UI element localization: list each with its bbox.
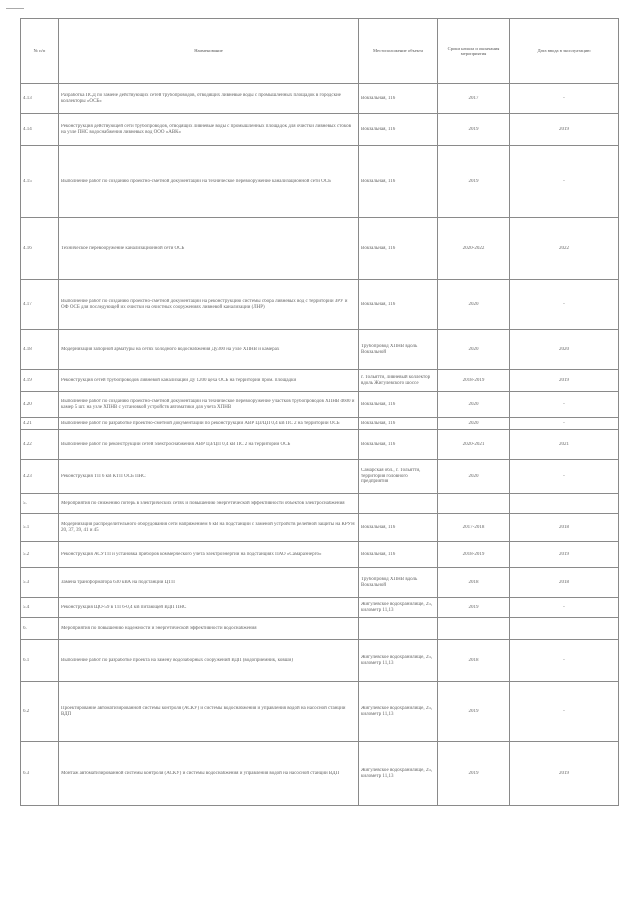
row-num: 6.1 (21, 640, 59, 682)
row-name: Выполнение работ по созданию проектно-сметной документации на реконструкцию системы сбора ливневых вод с территории ЗРУ и ОФ ОСБ для последующей их очистки на очистных сооружениях ливневой канализации (ЛНР) (59, 280, 359, 330)
row-location: Жигулевское водохранилище, 25, километр 11,13 (359, 598, 438, 618)
table-row (21, 430, 619, 460)
row-name: Выполнение работ по созданию проектно-сметной документации на техническое перевооружение канализационной сети ОСБ (59, 146, 359, 218)
table-row (21, 392, 619, 418)
table-row (21, 460, 619, 494)
row-num: 5.4 (21, 598, 59, 618)
scan-mark (6, 8, 24, 9)
row-location: Вокзальная, 116 (359, 114, 438, 146)
row-term (438, 618, 510, 640)
row-name: Реконструкция ЩО-59 в ТП 6-0,4 кВ питающей ВДП ПНС (59, 598, 359, 618)
row-term: 2020-2022 (438, 218, 510, 280)
row-num: 4.18 (21, 330, 59, 370)
row-num: 4.15 (21, 146, 59, 218)
row-num: 6.2 (21, 682, 59, 742)
measures-table (20, 18, 619, 806)
row-commission: 2018 (510, 514, 619, 542)
row-term: 2019 (438, 682, 510, 742)
row-commission: - (510, 682, 619, 742)
row-location: Жигулевское водохранилище, 25, километр 11,13 (359, 742, 438, 806)
row-name: Модернизация распределительного оборудования сети напряжением 6 кВ на подстанции с заменой устройств релейной защиты на КРУН 20, 37, 39, 41 и 45 (59, 514, 359, 542)
row-commission: 2019 (510, 370, 619, 392)
row-term: 2020-2021 (438, 430, 510, 460)
row-commission: - (510, 460, 619, 494)
row-location (359, 618, 438, 640)
row-name: Мероприятия по повышению надежности и энергетической эффективности водоснабжения (59, 618, 359, 640)
row-num: 4.21 (21, 418, 59, 430)
row-num: 4.13 (21, 84, 59, 114)
row-num: 4.22 (21, 430, 59, 460)
table-row (21, 370, 619, 392)
header-term: Сроки начала и окончания мероприятия (438, 19, 510, 84)
table-row (21, 598, 619, 618)
row-term: 2018 (438, 640, 510, 682)
row-num: 4.20 (21, 392, 59, 418)
table-row (21, 280, 619, 330)
row-location: Вокзальная, 116 (359, 280, 438, 330)
row-term (438, 494, 510, 514)
row-name: Реконструкция ТП 6 кВ КТП ОСБ ПНС (59, 460, 359, 494)
row-term: 2020 (438, 330, 510, 370)
row-name: Монтаж автоматизированной системы контроля (АСКУ) и системы водоснабжения и управления водой на насосной станции ВДП (59, 742, 359, 806)
header-name: Наименование (59, 19, 359, 84)
row-location: Вокзальная, 116 (359, 542, 438, 568)
row-location: Вокзальная, 116 (359, 84, 438, 114)
row-commission: 2019 (510, 542, 619, 568)
row-location: Самарская обл., г. Тольятти, территория головного предприятия (359, 460, 438, 494)
table-row (21, 218, 619, 280)
row-term: 2018 (438, 568, 510, 598)
row-name: Выполнение работ по разработке проекта на замену водозаборных сооружений ВДП (водоприемник, ковши) (59, 640, 359, 682)
row-name: Реконструкция сетей трубопроводов ливневой канализации Ду 1200 цеха ОСБ на территории пром. площадки (59, 370, 359, 392)
row-location: Вокзальная, 116 (359, 430, 438, 460)
row-name: Техническое перевооружение канализационной сети ОСБ (59, 218, 359, 280)
row-name: Реконструкция АСУТП и установка приборов коммерческого учета электроэнергии на подстанциях ПАО «Самараэнерго» (59, 542, 359, 568)
row-term: 2020 (438, 460, 510, 494)
row-term: 2018-2019 (438, 542, 510, 568)
row-num: 4.17 (21, 280, 59, 330)
row-num: 4.16 (21, 218, 59, 280)
row-term: 2020 (438, 280, 510, 330)
row-name: Выполнение работ по разработке проектно-сметной документации по реконструкции АВР ЦЗ/ЦП 0,4 кВ ПС 2 на территории ОСБ (59, 418, 359, 430)
table-row (21, 494, 619, 514)
table-row (21, 146, 619, 218)
row-location: Вокзальная, 116 (359, 218, 438, 280)
row-commission: - (510, 418, 619, 430)
table-row (21, 418, 619, 430)
row-commission: - (510, 146, 619, 218)
row-term: 2017-2018 (438, 514, 510, 542)
table-row (21, 682, 619, 742)
table-row (21, 568, 619, 598)
table-body (21, 84, 619, 806)
table-row (21, 742, 619, 806)
row-term: 2019 (438, 146, 510, 218)
row-num: 5.3 (21, 568, 59, 598)
row-location: Вокзальная, 116 (359, 514, 438, 542)
row-location: Жигулевское водохранилище, 25, километр 11,13 (359, 640, 438, 682)
row-location: Вокзальная, 116 (359, 418, 438, 430)
row-location: г. Тольятти, ливневый коллектор вдоль Жигулевского шоссе (359, 370, 438, 392)
table-row (21, 514, 619, 542)
row-location: Трубопровод ХПНВ вдоль Вокзальной (359, 568, 438, 598)
row-name: Замена трансформатора 630 кВА на подстанции ЦТП (59, 568, 359, 598)
table-row (21, 640, 619, 682)
row-commission: - (510, 84, 619, 114)
row-location: Жигулевское водохранилище, 25, километр 11,13 (359, 682, 438, 742)
row-num: 6. (21, 618, 59, 640)
row-commission: - (510, 640, 619, 682)
row-term: 2020 (438, 392, 510, 418)
row-num: 5. (21, 494, 59, 514)
row-location (359, 494, 438, 514)
header-commission: Дата ввода в эксплуатацию (510, 19, 619, 84)
row-name: Выполнение работ по реконструкции сетей электроснабжения АВР ЦЗ/ЦП 0,4 кВ ПС 2 на территории ОСБ (59, 430, 359, 460)
row-location: Вокзальная, 116 (359, 392, 438, 418)
row-term: 2020 (438, 418, 510, 430)
table-header-row (21, 19, 619, 84)
table-row (21, 84, 619, 114)
row-commission: 2020 (510, 330, 619, 370)
table-row (21, 330, 619, 370)
row-name: Разработка ПСД по замене действующих сетей трубопроводов, отводящих ливневые воды с промышленных площадок в городские коллекторы «ОСБ» (59, 84, 359, 114)
row-commission (510, 618, 619, 640)
row-num: 4.19 (21, 370, 59, 392)
row-location: Трубопровод ХПНВ вдоль Вокзальной (359, 330, 438, 370)
row-num: 5.2 (21, 542, 59, 568)
row-name: Выполнение работ по созданию проектно-сметной документации на техническое перевооружение участков трубопроводов ХПНВ d600 и камер 5 шт. на узле ХПНВ с установкой устройств автоматики для учета ХПНВ (59, 392, 359, 418)
row-term: 2017 (438, 84, 510, 114)
table-row (21, 618, 619, 640)
row-term: 2019 (438, 598, 510, 618)
table-row (21, 542, 619, 568)
row-name: Реконструкция действующей сети трубопроводов, отводящих ливневые воды с промышленных площадок для очистки ливневых стоков на узле ПНС водоснабжения ливневых вод ООО «АВК» (59, 114, 359, 146)
row-location: Вокзальная, 116 (359, 146, 438, 218)
header-location: Местоположение объекта (359, 19, 438, 84)
row-commission: 2022 (510, 218, 619, 280)
row-name: Мероприятия по снижению потерь в электрических сетях и повышению энергетической эффективности объектов электроснабжения (59, 494, 359, 514)
row-num: 4.23 (21, 460, 59, 494)
row-num: 5.1 (21, 514, 59, 542)
row-term: 2018-2019 (438, 370, 510, 392)
row-term: 2019 (438, 114, 510, 146)
row-num: 4.14 (21, 114, 59, 146)
row-name: Модернизация запорной арматуры на сетях холодного водоснабжения Ду300 на узле ХПНВ и камерах (59, 330, 359, 370)
table-row (21, 114, 619, 146)
row-commission: - (510, 280, 619, 330)
row-name: Проектирование автоматизированной системы контроля (АСКУ) и системы водоснабжения и управления водой на насосной станции ВДП (59, 682, 359, 742)
row-commission: - (510, 392, 619, 418)
row-term: 2019 (438, 742, 510, 806)
row-commission: 2021 (510, 430, 619, 460)
row-commission (510, 494, 619, 514)
header-num: № п/п (21, 19, 59, 84)
row-commission: 2018 (510, 568, 619, 598)
document-sheet (20, 18, 618, 898)
row-commission: 2019 (510, 114, 619, 146)
row-commission: 2019 (510, 742, 619, 806)
row-commission: - (510, 598, 619, 618)
row-num: 6.3 (21, 742, 59, 806)
